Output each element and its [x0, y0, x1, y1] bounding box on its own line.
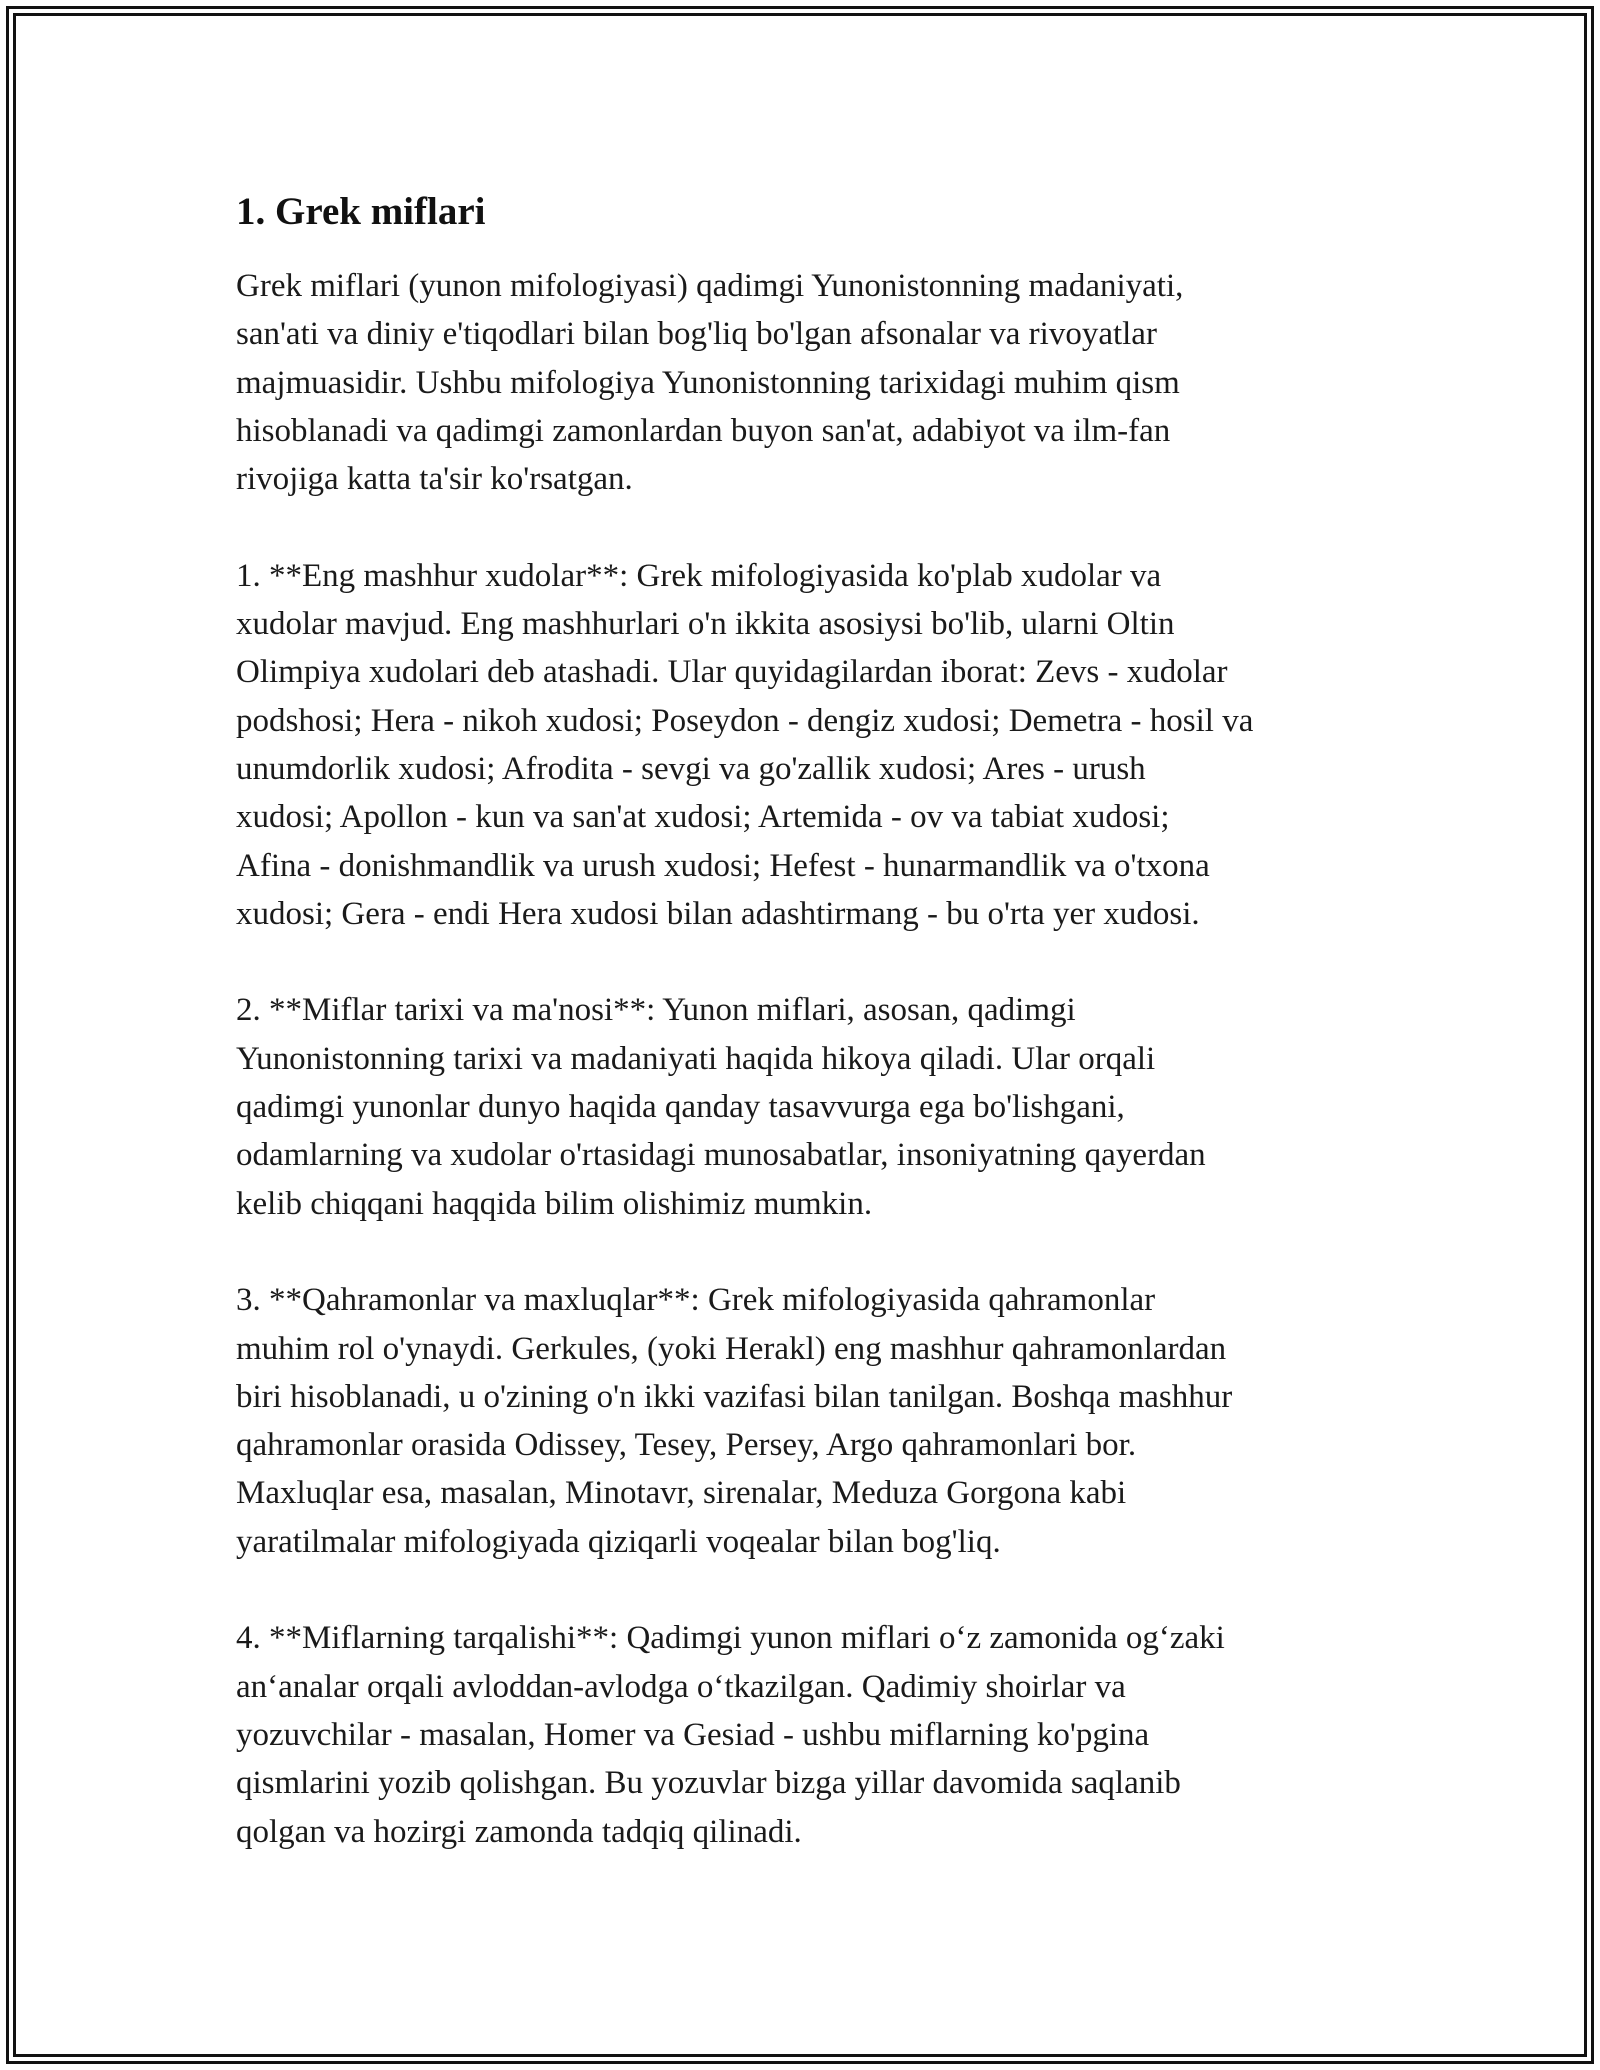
paragraph-line: majmuasidir. Ushbu mifologiya Yunonistonning tarixidagi muhim qism — [236, 364, 1180, 401]
paragraph-line: hisoblanadi va qadimgi zamonlardan buyon san'at, adabiyot va ilm-fan — [236, 412, 1171, 449]
paragraph-line: kelib chiqqani haqqida bilim olishimiz mumkin. — [236, 1185, 873, 1222]
paragraph — [236, 552, 1386, 938]
paragraph-line: Afina - donishmandlik va urush xudosi; Hefest - hunarmandlik va o'txona — [236, 847, 1210, 884]
paragraph-line: rivojiga katta ta'sir ko'rsatgan. — [236, 461, 633, 498]
paragraph-line: 3. **Qahramonlar va maxluqlar**: Grek mifologiyasida qahramonlar — [236, 1282, 1156, 1319]
paragraph-line: muhim rol o'ynaydi. Gerkules, (yoki Herakl) eng mashhur qahramonlardan — [236, 1330, 1227, 1367]
paragraph-line: podshosi; Hera - nikoh xudosi; Poseydon - dengiz xudosi; Demetra - hosil va — [236, 702, 1254, 739]
paragraph-line: odamlarning va xudolar o'rtasidagi munosabatlar, insoniyatning qayerdan — [236, 1137, 1206, 1174]
paragraph-line: 4. **Miflarning tarqalishi**: Qadimgi yunon miflari o‘z zamonida og‘zaki — [236, 1620, 1225, 1657]
document-body — [236, 186, 1386, 1856]
paragraph — [236, 986, 1386, 1227]
paragraph-line: biri hisoblanadi, u o'zining o'n ikki vazifasi bilan tanilgan. Boshqa mashhur — [236, 1378, 1233, 1415]
paragraph-line: Grek miflari (yunon mifologiyasi) qadimgi Yunonistonning madaniyati, — [236, 268, 1184, 304]
paragraph-line: an‘analar orqali avloddan-avlodga o‘tkazilgan. Qadimiy shoirlar va — [236, 1668, 1126, 1705]
paragraph — [236, 262, 1386, 503]
paragraph-line: yozuvchilar - masalan, Homer va Gesiad - ushbu miflarning ko'pgina — [236, 1716, 1150, 1753]
paragraph-line: qahramonlar orasida Odissey, Tesey, Persey, Argo qahramonlari bor. — [236, 1427, 1137, 1464]
paragraph-line: 2. **Miflar tarixi va ma'nosi**: Yunon miflari, asosan, qadimgi — [236, 992, 1076, 1029]
paragraph-line: san'ati va diniy e'tiqodlari bilan bog'liq bo'lgan afsonalar va rivoyatlar — [236, 316, 1157, 353]
paragraph-line: qadimgi yunonlar dunyo haqida qanday tasavvurga ega bo'lishgani, — [236, 1089, 1125, 1126]
paragraph-line: xudosi; Apollon - kun va san'at xudosi; Artemida - ov va tabiat xudosi; — [236, 799, 1170, 836]
paragraph — [236, 1614, 1386, 1855]
paragraph-line: 1. **Eng mashhur xudolar**: Grek mifologiyasida ko'plab xudolar va — [236, 557, 1162, 594]
paragraph-line: Yunonistonning tarixi va madaniyati haqida hikoya qiladi. Ular orqali — [236, 1040, 1156, 1077]
paragraph-line: Maxluqlar esa, masalan, Minotavr, sirenalar, Meduza Gorgona kabi — [236, 1475, 1127, 1512]
paragraph-line: xudosi; Gera - endi Hera xudosi bilan adashtirmang - bu o'rta yer xudosi. — [236, 895, 1200, 932]
paragraph — [236, 1276, 1386, 1566]
document-title: 1. Grek miflari — [236, 190, 486, 233]
paragraph-line: qolgan va hozirgi zamonda tadqiq qilinadi. — [236, 1813, 802, 1850]
paragraph-line: yaratilmalar mifologiyada qiziqarli voqealar bilan bog'liq. — [236, 1523, 1001, 1560]
paragraph-list — [236, 262, 1386, 1856]
paragraph-line: Olimpiya xudolari deb atashadi. Ular quyidagilardan iborat: Zevs - xudolar — [236, 654, 1228, 691]
paragraph-line: xudolar mavjud. Eng mashhurlari o'n ikkita asosiysi bo'lib, ularni Oltin — [236, 606, 1175, 643]
paragraph-line: qismlarini yozib qolishgan. Bu yozuvlar bizga yillar davomida saqlanib — [236, 1765, 1181, 1802]
paragraph-line: unumdorlik xudosi; Afrodita - sevgi va go'zallik xudosi; Ares - urush — [236, 750, 1146, 787]
